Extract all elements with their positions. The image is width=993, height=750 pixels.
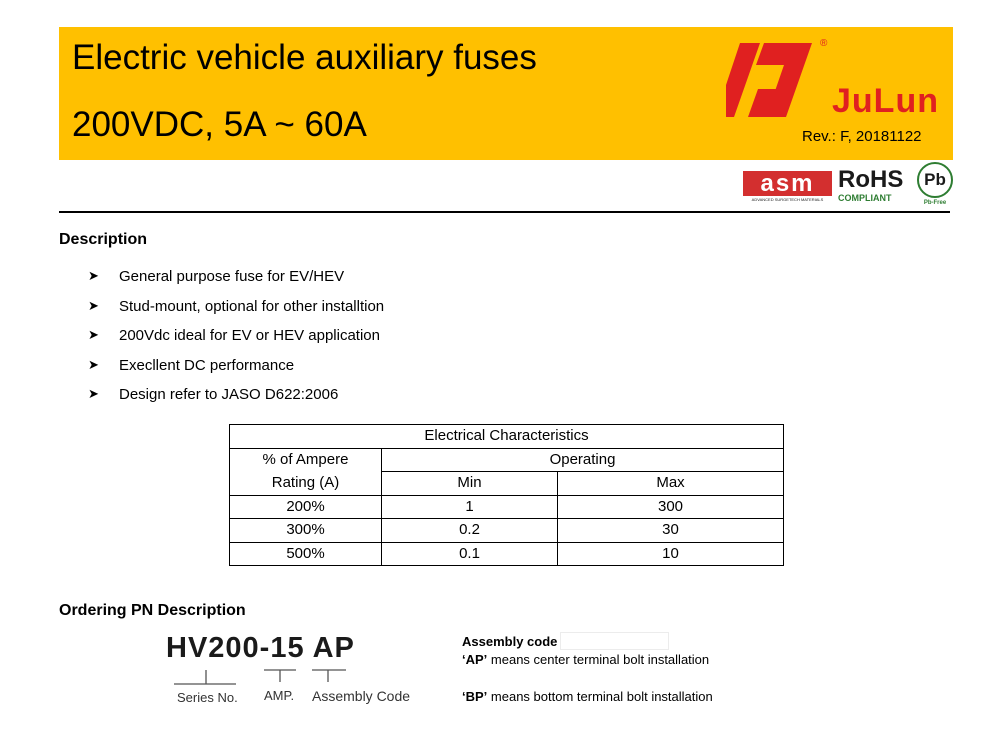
arrow-bullet-icon: ➤ (88, 386, 99, 402)
table-row: 200% 1 300 (230, 495, 784, 519)
electrical-characteristics-table (229, 424, 784, 566)
page-subtitle: 200VDC, 5A ~ 60A (72, 105, 367, 144)
part-number-example (166, 632, 355, 665)
arrow-bullet-icon: ➤ (88, 327, 99, 343)
rating-header-line2: Rating (A) (230, 472, 382, 496)
brand-name: JuLun (832, 82, 939, 120)
arrow-bullet-icon: ➤ (88, 297, 99, 313)
header-divider (59, 211, 950, 213)
min-header: Min (382, 472, 558, 496)
list-item: ➤ 200Vdc ideal for EV or HEV application (88, 327, 380, 345)
table-row: 500% 0.1 10 (230, 542, 784, 566)
pb-free-label: Pb-Free (923, 200, 947, 206)
pb-free-badge (916, 162, 954, 206)
revision-label: Rev.: F, 20181122 (802, 128, 922, 145)
max-header: Max (558, 472, 784, 496)
operating-header: Operating (382, 448, 784, 472)
pn-prefix: HV200-15 (166, 632, 305, 664)
ap-description: ‘AP’ means center terminal bolt installation (462, 652, 710, 667)
faint-box (560, 632, 669, 650)
asm-badge (743, 171, 832, 205)
rohs-badge (838, 167, 912, 205)
rating-header-line1: % of Ampere (230, 448, 382, 472)
description-heading: Description (59, 231, 148, 248)
list-item: ➤ Stud-mount, optional for other installtion (88, 297, 385, 315)
table-title: Electrical Characteristics (230, 425, 784, 449)
pn-suffix: AP (312, 632, 355, 664)
list-item: ➤ Execllent DC performance (88, 356, 295, 374)
list-item: ➤ Design refer to JASO D622:2006 (88, 386, 339, 404)
registered-mark: ® (820, 38, 828, 49)
arrow-bullet-icon: ➤ (88, 268, 99, 283)
amp-label: AMP. (264, 688, 295, 703)
arrow-bullet-icon: ➤ (88, 356, 99, 372)
assembly-code-label: Assembly Code (312, 688, 411, 704)
table-row: 300% 0.2 30 (230, 519, 784, 543)
julun-logo-mark (726, 37, 812, 121)
page-title: Electric vehicle auxiliary fuses (72, 38, 537, 77)
description-list (88, 268, 384, 416)
series-no-label: Series No. (177, 690, 238, 705)
asm-logo: asm (743, 171, 832, 196)
assembly-code-title: Assembly code (462, 634, 558, 649)
rohs-word: RoHS (838, 166, 904, 193)
ordering-heading: Ordering PN Description (59, 602, 246, 619)
rohs-compliant-label: COMPLIANT (838, 193, 892, 203)
asm-subtitle: ADVANCED SURGETECH MATERIALS (751, 197, 824, 202)
bp-description: ‘BP’ means bottom terminal bolt installation (462, 689, 713, 704)
pb-symbol: Pb (917, 162, 953, 198)
list-item: ➤ General purpose fuse for EV/HEV (88, 268, 345, 285)
